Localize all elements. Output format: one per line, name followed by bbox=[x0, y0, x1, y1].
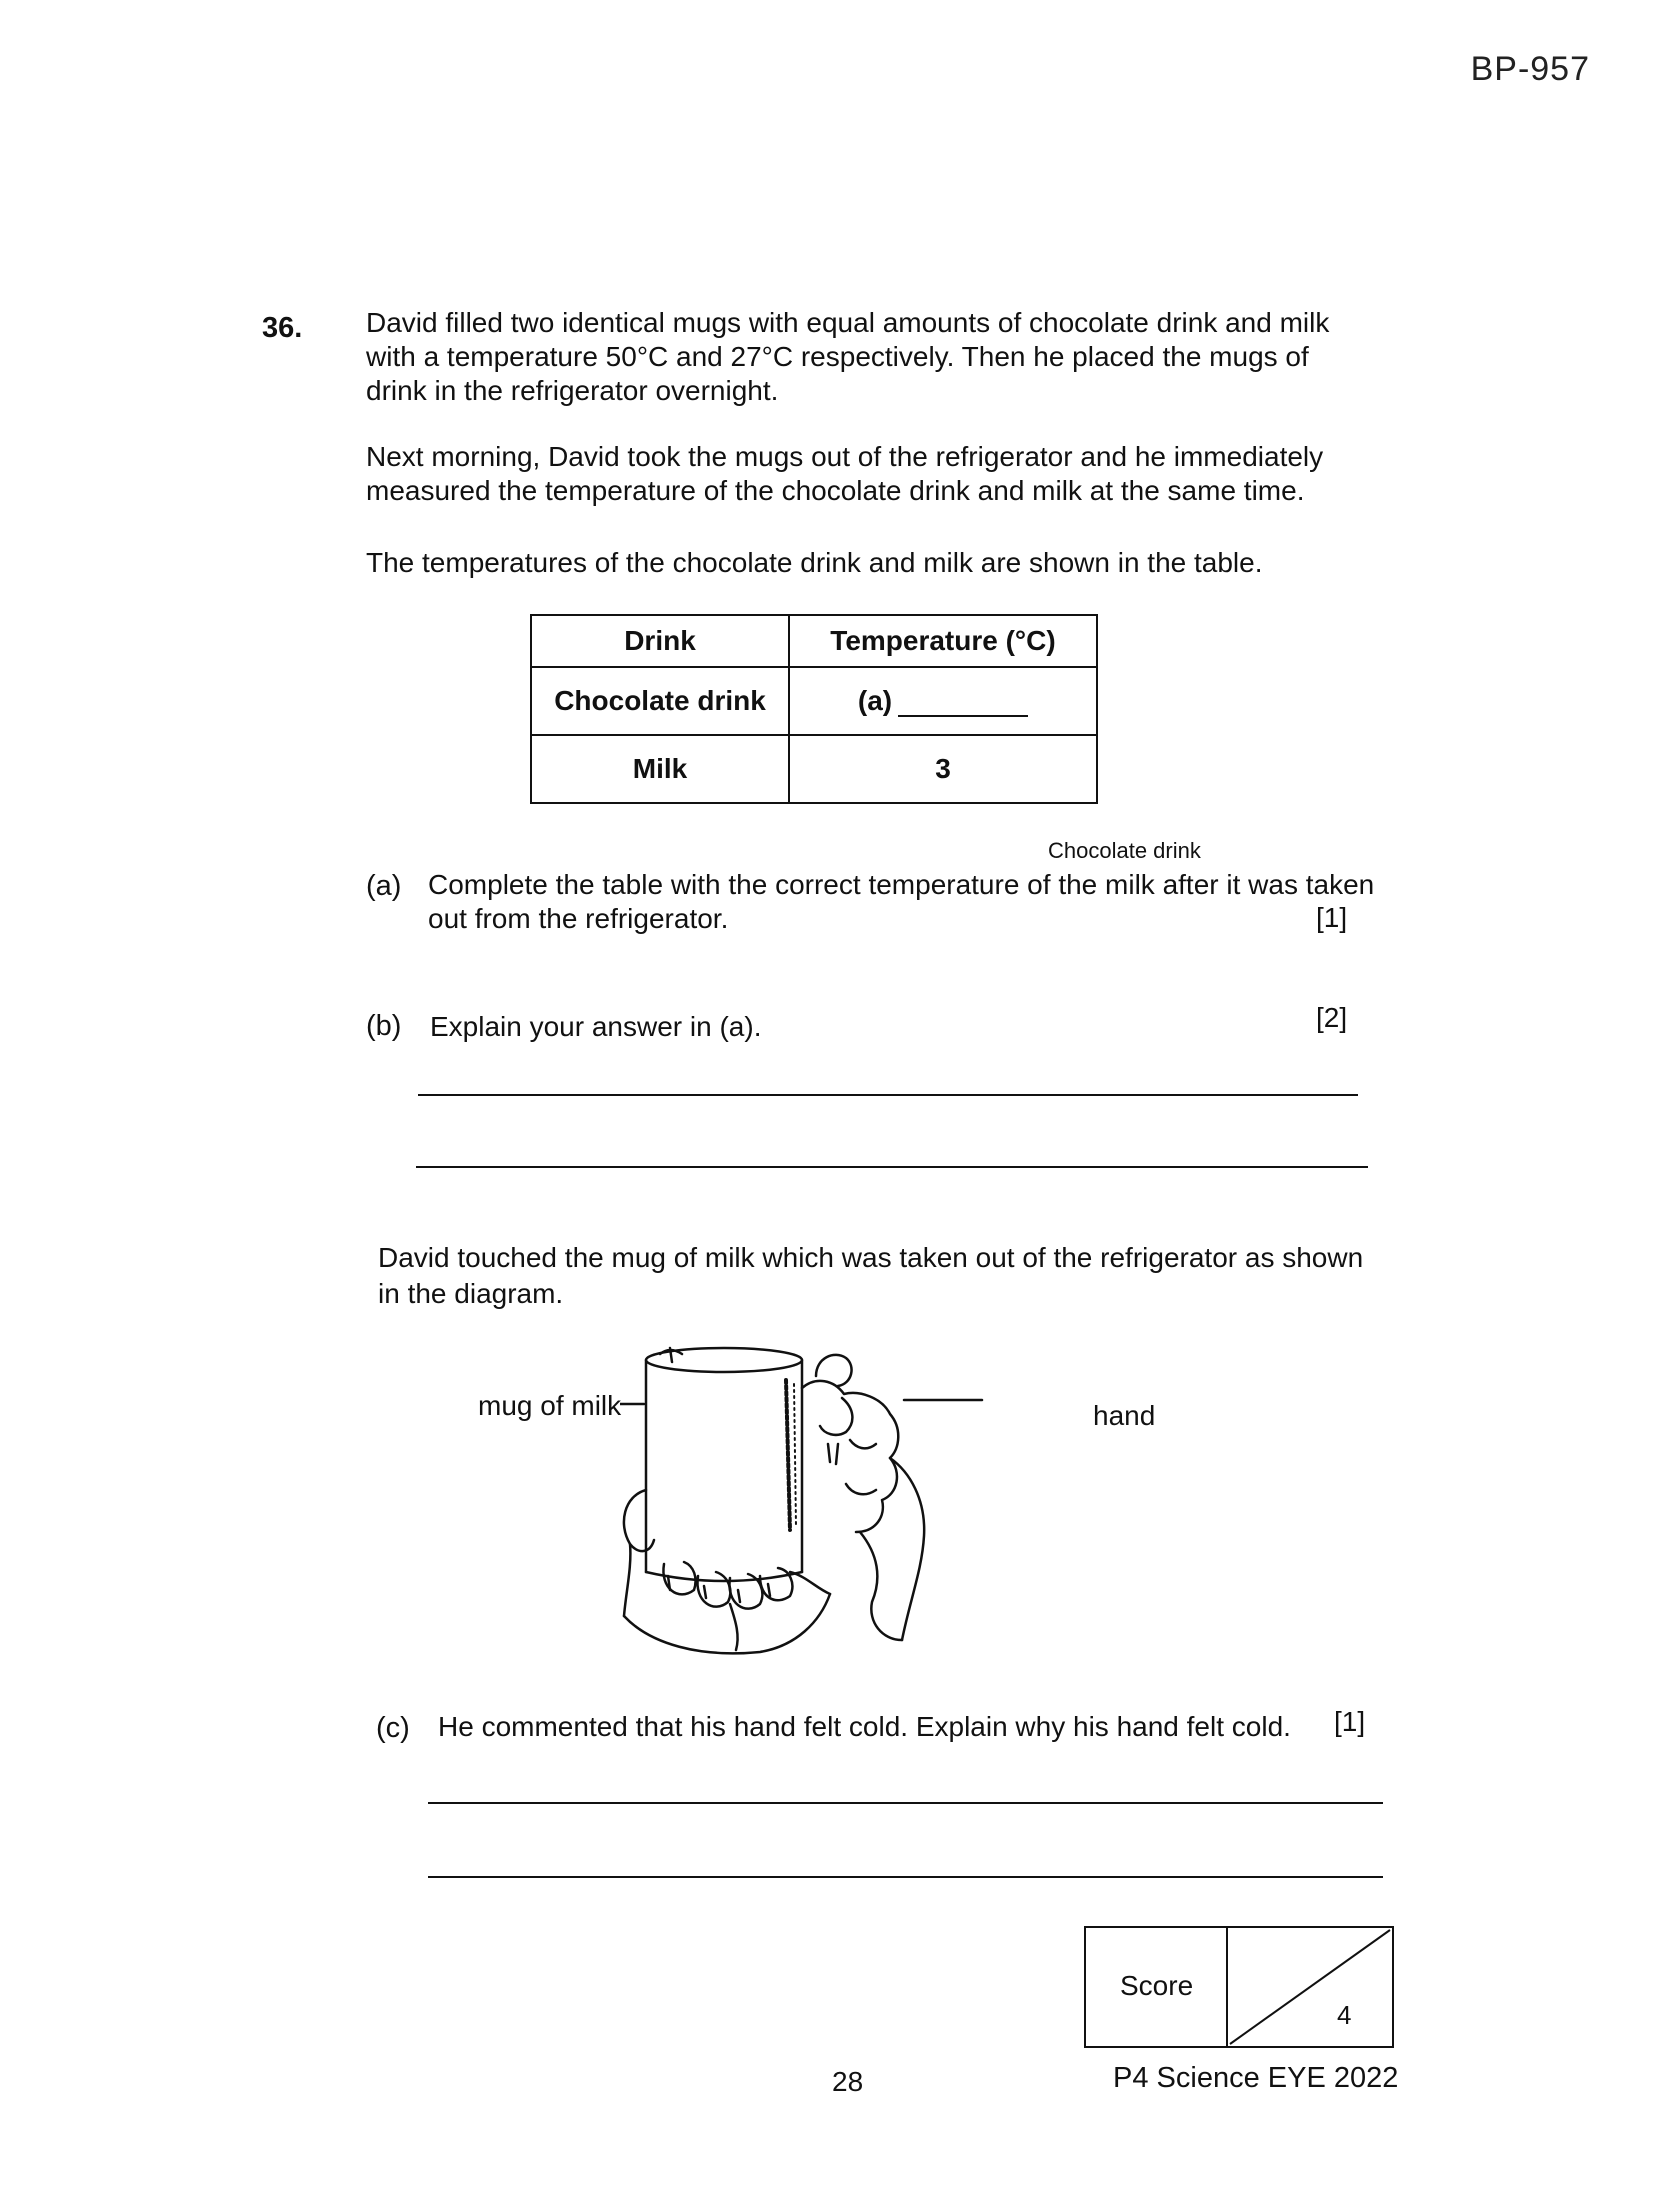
answer-label-a: (a) bbox=[857, 685, 893, 716]
diagram-caption: David touched the mug of milk which was taken out of the refrigerator as shown in the diagram. bbox=[378, 1242, 1364, 1309]
table-header-temperature: Temperature (°C) bbox=[789, 615, 1097, 667]
footer-title: P4 Science EYE 2022 bbox=[1113, 2062, 1399, 2094]
score-label: Score bbox=[1120, 1970, 1194, 2001]
question-second-paragraph: Next morning, David took the mugs out of the refrigerator and he immediately measured the temperature of the chocolate drink and milk at the same time. bbox=[366, 441, 1324, 506]
question-number: 36. bbox=[262, 312, 303, 344]
table-cell-drink: Milk bbox=[531, 735, 789, 803]
answer-line-b2[interactable] bbox=[416, 1166, 1368, 1168]
part-c-marks: [1] bbox=[1334, 1706, 1366, 1737]
table-cell-drink: Chocolate drink bbox=[531, 667, 789, 735]
table-header-row bbox=[531, 615, 1097, 667]
hand-label: hand bbox=[1093, 1400, 1156, 1431]
document-id: BP-957 bbox=[1470, 50, 1590, 88]
answer-blank[interactable] bbox=[898, 689, 1028, 717]
mug-icon bbox=[646, 1348, 802, 1581]
table-row bbox=[531, 667, 1097, 735]
question-third-paragraph: The temperatures of the chocolate drink and milk are shown in the table. bbox=[366, 547, 1263, 578]
score-diagonal bbox=[1228, 1928, 1392, 2046]
part-c-label: (c) bbox=[376, 1712, 410, 1744]
question-intro-paragraph: David filled two identical mugs with equal amounts of chocolate drink and milk with a temperature 50°C and 27°C respectively. Then he placed the mugs of drink in the refrigerator overnight. bbox=[366, 307, 1330, 406]
part-b-text: Explain your answer in (a). bbox=[430, 1011, 762, 1042]
part-c-text: He commented that his hand felt cold. Explain why his hand felt cold. bbox=[438, 1711, 1291, 1742]
answer-line-c2[interactable] bbox=[428, 1876, 1383, 1878]
table-cell-temperature[interactable] bbox=[789, 667, 1097, 735]
mug-of-milk-label: mug of milk bbox=[478, 1390, 622, 1421]
part-a-text-line2: out from the refrigerator. bbox=[428, 903, 729, 934]
mug-and-hand-diagram bbox=[620, 1340, 1060, 1670]
handwritten-correction: Chocolate drink bbox=[1048, 838, 1201, 863]
table-row bbox=[531, 735, 1097, 803]
part-a-label: (a) bbox=[366, 870, 402, 902]
part-a-text-line1: Complete the table with the correct temperature of the milk after it was taken bbox=[428, 869, 1375, 900]
part-b-marks: [2] bbox=[1316, 1002, 1348, 1033]
answer-line-b1[interactable] bbox=[418, 1094, 1358, 1096]
part-a-marks: [1] bbox=[1316, 902, 1348, 933]
part-b-label: (b) bbox=[366, 1010, 402, 1042]
temperature-table bbox=[530, 614, 1098, 804]
table-header-drink: Drink bbox=[531, 615, 789, 667]
page-number: 28 bbox=[832, 2066, 864, 2097]
answer-line-c1[interactable] bbox=[428, 1802, 1383, 1804]
hand-icon bbox=[802, 1355, 924, 1640]
table-cell-temperature: 3 bbox=[789, 735, 1097, 803]
score-value: 4 bbox=[1337, 2000, 1352, 2030]
